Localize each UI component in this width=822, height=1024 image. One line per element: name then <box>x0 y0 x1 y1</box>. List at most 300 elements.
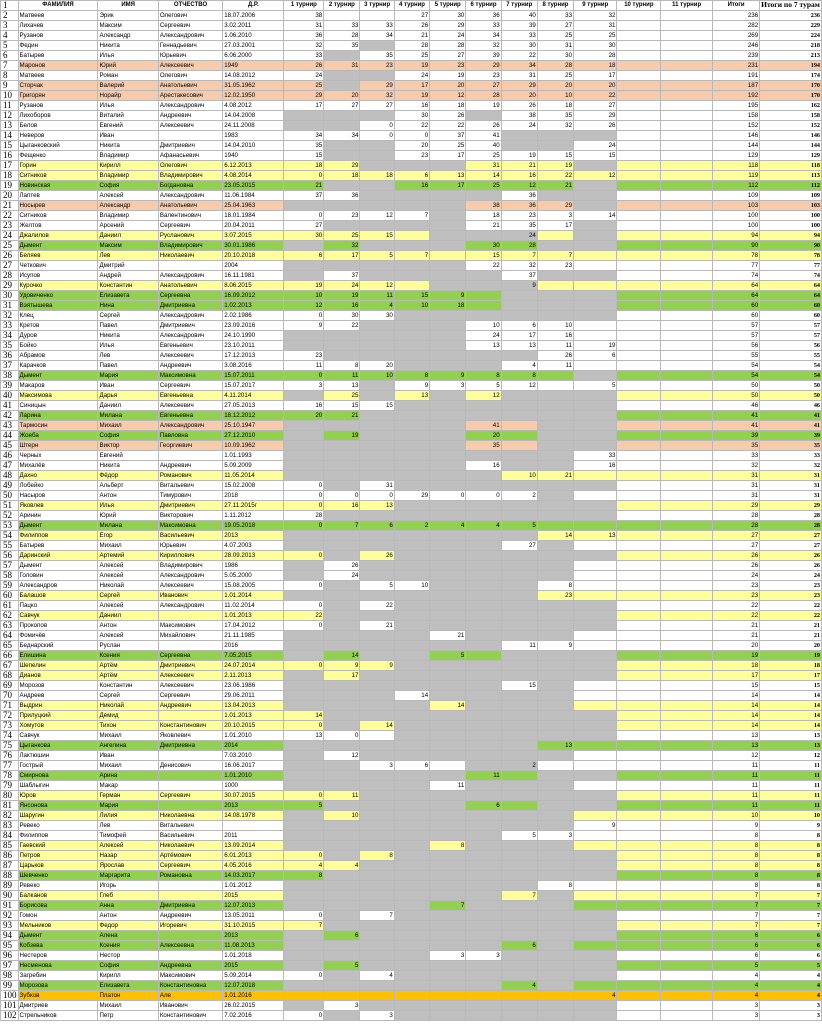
row-number[interactable]: 23 <box>1 221 19 231</box>
cell-t7[interactable] <box>501 791 537 801</box>
row-number[interactable]: 2 <box>1 11 19 21</box>
cell-t5[interactable]: 3 <box>430 951 466 961</box>
cell-t10[interactable] <box>617 271 661 281</box>
cell-t10[interactable] <box>617 221 661 231</box>
row-number[interactable]: 32 <box>1 311 19 321</box>
cell-t11[interactable] <box>661 671 713 681</box>
cell-t3[interactable] <box>360 861 394 871</box>
cell-t9[interactable] <box>574 551 617 561</box>
cell-t1[interactable]: 34 <box>284 131 324 141</box>
cell-total7[interactable]: 50 <box>760 381 822 391</box>
column-header-t11[interactable]: 11 турнир <box>661 1 713 11</box>
cell-t6[interactable]: 19 <box>466 101 501 111</box>
cell-t8[interactable]: 7 <box>537 251 573 261</box>
cell-patronymic[interactable] <box>158 261 222 271</box>
cell-t2[interactable] <box>324 511 360 521</box>
cell-t6[interactable] <box>466 541 501 551</box>
cell-t10[interactable] <box>617 261 661 271</box>
cell-total[interactable]: 118 <box>713 161 760 171</box>
cell-total7[interactable]: 29 <box>760 501 822 511</box>
cell-t3[interactable] <box>360 571 394 581</box>
cell-t9[interactable] <box>574 481 617 491</box>
cell-total7[interactable]: 46 <box>760 401 822 411</box>
cell-t11[interactable] <box>661 931 713 941</box>
cell-t9[interactable] <box>574 841 617 851</box>
cell-t8[interactable] <box>537 921 573 931</box>
cell-t6[interactable] <box>466 711 501 721</box>
cell-t7[interactable] <box>501 901 537 911</box>
cell-t7[interactable]: 31 <box>501 71 537 81</box>
cell-t5[interactable] <box>430 791 466 801</box>
cell-t2[interactable] <box>324 871 360 881</box>
cell-t8[interactable]: 23 <box>537 261 573 271</box>
cell-t2[interactable]: 34 <box>324 131 360 141</box>
cell-t4[interactable] <box>394 911 429 921</box>
cell-t9[interactable] <box>574 921 617 931</box>
cell-t1[interactable]: 5 <box>284 801 324 811</box>
cell-t3[interactable] <box>360 341 394 351</box>
cell-t11[interactable] <box>661 501 713 511</box>
cell-surname[interactable]: Шепелин <box>18 661 98 671</box>
cell-t4[interactable]: 25 <box>394 51 429 61</box>
cell-patronymic[interactable]: Александрович <box>158 571 222 581</box>
cell-t7[interactable] <box>501 661 537 671</box>
cell-total[interactable]: 57 <box>713 321 760 331</box>
cell-t8[interactable] <box>537 601 573 611</box>
cell-t9[interactable] <box>574 511 617 521</box>
cell-t5[interactable] <box>430 511 466 521</box>
cell-t1[interactable]: 16 <box>284 401 324 411</box>
cell-t8[interactable] <box>537 911 573 921</box>
cell-t3[interactable] <box>360 941 394 951</box>
cell-surname[interactable]: Рузанов <box>18 101 98 111</box>
cell-t10[interactable] <box>617 461 661 471</box>
cell-total7[interactable]: 94 <box>760 231 822 241</box>
cell-total[interactable]: 246 <box>713 41 760 51</box>
cell-t7[interactable] <box>501 821 537 831</box>
cell-t7[interactable] <box>501 571 537 581</box>
cell-t3[interactable] <box>360 771 394 781</box>
cell-t7[interactable]: 27 <box>501 541 537 551</box>
cell-t3[interactable]: 27 <box>360 101 394 111</box>
cell-birth-date[interactable]: 1.01.2010 <box>223 731 284 741</box>
cell-t1[interactable]: 12 <box>284 301 324 311</box>
cell-name[interactable]: Михаил <box>98 1001 158 1011</box>
cell-t3[interactable] <box>360 791 394 801</box>
cell-name[interactable]: Игорь <box>98 881 158 891</box>
cell-t4[interactable] <box>394 191 429 201</box>
cell-surname[interactable]: Ревеко <box>18 881 98 891</box>
cell-t4[interactable]: 6 <box>394 761 429 771</box>
cell-t9[interactable] <box>574 941 617 951</box>
cell-name[interactable]: Арина <box>98 771 158 781</box>
cell-t6[interactable]: 33 <box>466 21 501 31</box>
cell-surname[interactable]: Выдрин <box>18 701 98 711</box>
cell-t6[interactable] <box>466 571 501 581</box>
cell-t10[interactable] <box>617 911 661 921</box>
cell-t5[interactable] <box>430 941 466 951</box>
cell-surname[interactable]: Макаров <box>18 381 98 391</box>
cell-t3[interactable]: 0 <box>360 131 394 141</box>
cell-total7[interactable]: 23 <box>760 591 822 601</box>
cell-name[interactable]: Сергей <box>98 311 158 321</box>
cell-t11[interactable] <box>661 101 713 111</box>
cell-t3[interactable]: 9 <box>360 661 394 671</box>
cell-t6[interactable] <box>466 701 501 711</box>
cell-name[interactable]: Илья <box>98 501 158 511</box>
cell-birth-date[interactable]: 30.01.1986 <box>223 241 284 251</box>
cell-total7[interactable]: 8 <box>760 851 822 861</box>
cell-t5[interactable]: 23 <box>430 61 466 71</box>
cell-patronymic[interactable]: Афанасьевич <box>158 151 222 161</box>
cell-t9[interactable] <box>574 891 617 901</box>
cell-t9[interactable] <box>574 951 617 961</box>
cell-t5[interactable]: 28 <box>430 41 466 51</box>
cell-t7[interactable]: 28 <box>501 241 537 251</box>
cell-t9[interactable]: 24 <box>574 141 617 151</box>
cell-total7[interactable]: 23 <box>760 581 822 591</box>
cell-t4[interactable] <box>394 951 429 961</box>
cell-t2[interactable]: 25 <box>324 391 360 401</box>
cell-t11[interactable] <box>661 1011 713 1021</box>
row-number[interactable]: 36 <box>1 351 19 361</box>
cell-birth-date[interactable]: 18.07.2006 <box>223 11 284 21</box>
cell-surname[interactable]: Дымент <box>18 371 98 381</box>
cell-t1[interactable] <box>284 881 324 891</box>
cell-t7[interactable] <box>501 431 537 441</box>
cell-t10[interactable] <box>617 761 661 771</box>
cell-patronymic[interactable]: Арестакесович <box>158 91 222 101</box>
cell-t2[interactable] <box>324 701 360 711</box>
cell-t7[interactable] <box>501 871 537 881</box>
cell-t4[interactable] <box>394 591 429 601</box>
cell-t4[interactable] <box>394 821 429 831</box>
cell-surname[interactable]: Гаевский <box>18 841 98 851</box>
cell-t7[interactable] <box>501 531 537 541</box>
cell-t9[interactable]: 33 <box>574 451 617 461</box>
cell-t11[interactable] <box>661 721 713 731</box>
cell-total7[interactable]: 236 <box>760 11 822 21</box>
cell-total[interactable]: 31 <box>713 491 760 501</box>
cell-t1[interactable]: 0 <box>284 521 324 531</box>
row-number[interactable]: 79 <box>1 781 19 791</box>
cell-name[interactable]: Иван <box>98 131 158 141</box>
cell-t8[interactable] <box>537 461 573 471</box>
cell-total7[interactable]: 8 <box>760 871 822 881</box>
row-number[interactable]: 47 <box>1 461 19 471</box>
cell-total[interactable]: 4 <box>713 981 760 991</box>
cell-surname[interactable]: Ситников <box>18 171 98 181</box>
cell-t1[interactable]: 22 <box>284 611 324 621</box>
cell-t2[interactable] <box>324 621 360 631</box>
cell-t7[interactable] <box>501 301 537 311</box>
cell-total7[interactable]: 3 <box>760 1011 822 1021</box>
cell-t10[interactable] <box>617 231 661 241</box>
cell-t3[interactable] <box>360 631 394 641</box>
cell-t3[interactable] <box>360 431 394 441</box>
cell-t6[interactable] <box>466 681 501 691</box>
cell-birth-date[interactable]: 16.11.1981 <box>223 271 284 281</box>
cell-t10[interactable] <box>617 981 661 991</box>
cell-t5[interactable] <box>430 1001 466 1011</box>
column-header-birth-date[interactable]: Д.Р. <box>223 1 284 11</box>
cell-surname[interactable]: Дуров <box>18 331 98 341</box>
cell-t11[interactable] <box>661 541 713 551</box>
cell-t7[interactable]: 35 <box>501 221 537 231</box>
cell-name[interactable]: Иван <box>98 381 158 391</box>
cell-name[interactable]: Николай <box>98 581 158 591</box>
cell-t3[interactable]: 34 <box>360 31 394 41</box>
cell-name[interactable]: Сергей <box>98 691 158 701</box>
cell-t1[interactable] <box>284 701 324 711</box>
cell-t11[interactable] <box>661 881 713 891</box>
cell-t9[interactable] <box>574 761 617 771</box>
cell-surname[interactable]: Лобейко <box>18 481 98 491</box>
cell-name[interactable]: Антон <box>98 621 158 631</box>
cell-name[interactable]: София <box>98 431 158 441</box>
cell-name[interactable]: Никита <box>98 41 158 51</box>
cell-name[interactable]: Павел <box>98 321 158 331</box>
cell-t9[interactable]: 4 <box>574 991 617 1001</box>
cell-name[interactable]: Артём <box>98 671 158 681</box>
cell-name[interactable]: Илья <box>98 101 158 111</box>
cell-name[interactable]: Михаил <box>98 421 158 431</box>
cell-t9[interactable]: 26 <box>574 121 617 131</box>
cell-t4[interactable] <box>394 921 429 931</box>
cell-surname[interactable]: Нестеров <box>18 951 98 961</box>
cell-t6[interactable] <box>466 271 501 281</box>
cell-name[interactable]: Тихон <box>98 721 158 731</box>
cell-t1[interactable] <box>284 901 324 911</box>
cell-t10[interactable] <box>617 361 661 371</box>
cell-t11[interactable] <box>661 181 713 191</box>
cell-t8[interactable]: 26 <box>537 351 573 361</box>
cell-t8[interactable]: 8 <box>537 881 573 891</box>
cell-total[interactable]: 26 <box>713 561 760 571</box>
row-number[interactable]: 28 <box>1 271 19 281</box>
cell-t8[interactable]: 8 <box>537 581 573 591</box>
cell-total[interactable]: 54 <box>713 371 760 381</box>
cell-total7[interactable]: 78 <box>760 251 822 261</box>
cell-t6[interactable]: 16 <box>466 461 501 471</box>
cell-t1[interactable]: 15 <box>284 151 324 161</box>
cell-t9[interactable] <box>574 641 617 651</box>
cell-surname[interactable]: Дмитриев <box>18 1001 98 1011</box>
cell-t8[interactable] <box>537 761 573 771</box>
cell-t7[interactable] <box>501 721 537 731</box>
row-number[interactable]: 51 <box>1 501 19 511</box>
row-number[interactable]: 66 <box>1 651 19 661</box>
cell-t6[interactable]: 12 <box>466 391 501 401</box>
cell-t7[interactable] <box>501 931 537 941</box>
cell-total7[interactable]: 229 <box>760 21 822 31</box>
cell-surname[interactable]: Носырев <box>18 201 98 211</box>
cell-t6[interactable]: 11 <box>466 771 501 781</box>
cell-patronymic[interactable] <box>158 801 222 811</box>
cell-t10[interactable] <box>617 541 661 551</box>
cell-t5[interactable] <box>430 641 466 651</box>
cell-t7[interactable] <box>501 551 537 561</box>
cell-t1[interactable] <box>284 461 324 471</box>
cell-t11[interactable] <box>661 701 713 711</box>
cell-t1[interactable]: 0 <box>284 1011 324 1021</box>
cell-t5[interactable]: 4 <box>430 521 466 531</box>
cell-patronymic[interactable]: Константиновна <box>158 981 222 991</box>
cell-t10[interactable] <box>617 581 661 591</box>
row-number[interactable]: 101 <box>1 1001 19 1011</box>
cell-t1[interactable] <box>284 341 324 351</box>
cell-total[interactable]: 13 <box>713 741 760 751</box>
cell-birth-date[interactable]: 7.02.2016 <box>223 1011 284 1021</box>
cell-t8[interactable] <box>537 751 573 761</box>
cell-t10[interactable] <box>617 931 661 941</box>
cell-t9[interactable]: 5 <box>574 381 617 391</box>
cell-name[interactable]: Александр <box>98 31 158 41</box>
cell-t5[interactable] <box>430 481 466 491</box>
cell-birth-date[interactable]: 2015 <box>223 961 284 971</box>
cell-t4[interactable]: 7 <box>394 251 429 261</box>
cell-t3[interactable] <box>360 711 394 721</box>
cell-birth-date[interactable]: 14.08.2012 <box>223 71 284 81</box>
cell-patronymic[interactable]: Сергеевич <box>158 791 222 801</box>
cell-birth-date[interactable]: 11.05.2014 <box>223 471 284 481</box>
cell-t3[interactable] <box>360 331 394 341</box>
cell-patronymic[interactable]: Евгеньевич <box>158 341 222 351</box>
cell-patronymic[interactable]: Дмитриевна <box>158 901 222 911</box>
cell-t11[interactable] <box>661 161 713 171</box>
cell-t2[interactable]: 17 <box>324 251 360 261</box>
cell-t2[interactable] <box>324 981 360 991</box>
cell-name[interactable]: Фёдор <box>98 471 158 481</box>
cell-total[interactable]: 109 <box>713 191 760 201</box>
row-number[interactable]: 96 <box>1 951 19 961</box>
cell-t11[interactable] <box>661 51 713 61</box>
cell-t5[interactable] <box>430 231 466 241</box>
cell-t2[interactable] <box>324 601 360 611</box>
cell-t11[interactable] <box>661 791 713 801</box>
cell-t5[interactable] <box>430 731 466 741</box>
cell-patronymic[interactable]: Михайлович <box>158 631 222 641</box>
cell-t5[interactable]: 29 <box>430 21 466 31</box>
row-number[interactable]: 6 <box>1 51 19 61</box>
cell-surname[interactable]: Зубков <box>18 991 98 1001</box>
cell-t3[interactable] <box>360 891 394 901</box>
cell-t3[interactable]: 20 <box>360 361 394 371</box>
cell-t6[interactable] <box>466 301 501 311</box>
cell-t1[interactable]: 21 <box>284 181 324 191</box>
cell-t4[interactable] <box>394 901 429 911</box>
cell-t8[interactable]: 3 <box>537 831 573 841</box>
cell-patronymic[interactable] <box>158 931 222 941</box>
cell-t3[interactable] <box>360 691 394 701</box>
cell-t3[interactable] <box>360 821 394 831</box>
cell-t7[interactable] <box>501 141 537 151</box>
row-number[interactable]: 38 <box>1 371 19 381</box>
cell-surname[interactable]: Петров <box>18 851 98 861</box>
cell-total7[interactable]: 8 <box>760 861 822 871</box>
cell-t4[interactable] <box>394 561 429 571</box>
cell-t11[interactable] <box>661 31 713 41</box>
cell-t5[interactable] <box>430 991 466 1001</box>
cell-patronymic[interactable]: Кириллович <box>158 551 222 561</box>
cell-t1[interactable] <box>284 261 324 271</box>
cell-t1[interactable] <box>284 951 324 961</box>
cell-t3[interactable]: 31 <box>360 481 394 491</box>
cell-total7[interactable]: 18 <box>760 661 822 671</box>
cell-surname[interactable]: Жоеба <box>18 431 98 441</box>
cell-t2[interactable]: 22 <box>324 321 360 331</box>
cell-t9[interactable] <box>574 271 617 281</box>
cell-t1[interactable] <box>284 241 324 251</box>
cell-t10[interactable] <box>617 791 661 801</box>
cell-t11[interactable] <box>661 951 713 961</box>
cell-t8[interactable] <box>537 811 573 821</box>
cell-surname[interactable]: Андреев <box>18 691 98 701</box>
cell-name[interactable]: Мария <box>98 801 158 811</box>
cell-total7[interactable]: 22 <box>760 611 822 621</box>
cell-t7[interactable]: 5 <box>501 831 537 841</box>
cell-t5[interactable]: 9 <box>430 371 466 381</box>
cell-total7[interactable]: 27 <box>760 541 822 551</box>
cell-t8[interactable]: 9 <box>537 641 573 651</box>
cell-total[interactable]: 7 <box>713 901 760 911</box>
cell-t4[interactable] <box>394 461 429 471</box>
cell-total[interactable]: 17 <box>713 671 760 681</box>
cell-t3[interactable] <box>360 421 394 431</box>
cell-t8[interactable] <box>537 771 573 781</box>
cell-t5[interactable] <box>430 871 466 881</box>
cell-patronymic[interactable]: Олегович <box>158 161 222 171</box>
cell-t7[interactable] <box>501 971 537 981</box>
cell-patronymic[interactable] <box>158 771 222 781</box>
cell-name[interactable]: Алексей <box>98 561 158 571</box>
cell-name[interactable]: Ангелина <box>98 741 158 751</box>
cell-total7[interactable]: 170 <box>760 91 822 101</box>
cell-t4[interactable]: 28 <box>394 41 429 51</box>
cell-total[interactable]: 64 <box>713 281 760 291</box>
cell-surname[interactable]: Дианов <box>18 671 98 681</box>
cell-t8[interactable] <box>537 701 573 711</box>
cell-total[interactable]: 21 <box>713 621 760 631</box>
cell-t4[interactable] <box>394 871 429 881</box>
row-number[interactable]: 62 <box>1 611 19 621</box>
cell-t9[interactable]: 6 <box>574 351 617 361</box>
cell-birth-date[interactable]: 5.09.2014 <box>223 971 284 981</box>
cell-t2[interactable]: 33 <box>324 21 360 31</box>
cell-t2[interactable]: 11 <box>324 371 360 381</box>
cell-surname[interactable]: Рузанов <box>18 31 98 41</box>
row-number[interactable]: 72 <box>1 711 19 721</box>
cell-t4[interactable] <box>394 241 429 251</box>
cell-t5[interactable] <box>430 761 466 771</box>
cell-t1[interactable] <box>284 651 324 661</box>
cell-birth-date[interactable]: 4.11.2014 <box>223 391 284 401</box>
cell-t2[interactable] <box>324 991 360 1001</box>
cell-t3[interactable]: 12 <box>360 211 394 221</box>
column-header-t1[interactable]: 1 турнир <box>284 1 324 11</box>
cell-t4[interactable] <box>394 221 429 231</box>
cell-t11[interactable] <box>661 331 713 341</box>
cell-t4[interactable] <box>394 631 429 641</box>
cell-t1[interactable] <box>284 761 324 771</box>
cell-total[interactable]: 11 <box>713 801 760 811</box>
cell-t5[interactable] <box>430 471 466 481</box>
cell-t5[interactable] <box>430 281 466 291</box>
cell-t7[interactable] <box>501 851 537 861</box>
cell-t4[interactable]: 16 <box>394 101 429 111</box>
cell-t9[interactable]: 20 <box>574 81 617 91</box>
cell-surname[interactable]: Сторчак <box>18 81 98 91</box>
